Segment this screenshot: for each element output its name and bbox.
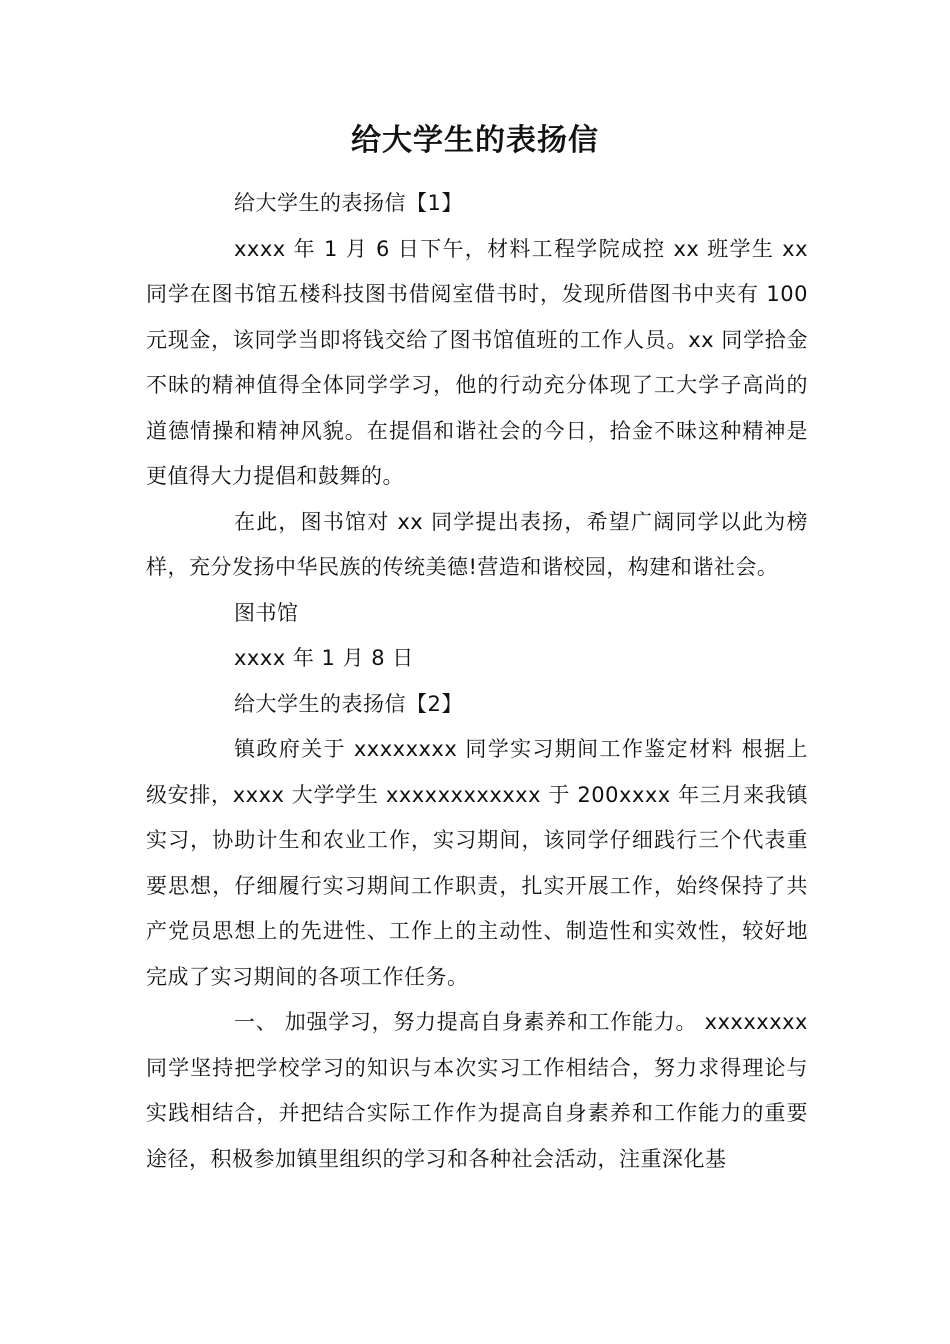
paragraph-point-one: 一、 加强学习，努力提高自身素养和工作能力。 xxxxxxxx 同学坚持把学校学习的知识与本次实习工作相结合，努力求得理论与实践相结合，并把结合实际工作作为提高自身素养和工作能力的重要途径，积极参加镇里组织的学习和各种社会活动，注重深化基 (146, 1010, 808, 1171)
document-body (146, 181, 808, 1182)
paragraph-internship-intro: 镇政府关于 xxxxxxxx 同学实习期间工作鉴定材料 根据上级安排，xxxx 大学学生 xxxxxxxxxxxx 于 200xxxx 年三月来我镇实习，协助计生和农业工作，实习期间，该同学仔细践行三个代表重要思想，仔细履行实习期间工作职责，扎实开展工作，始终保持了共产党员思想上的先进性、工作上的主动性、制造性和实效性，较好地完成了实习期间的各项工作任务。 (146, 737, 808, 989)
signature-organization: 图书馆 (234, 600, 299, 625)
document-title: 给大学生的表扬信 (351, 123, 599, 158)
paragraph-incident: xxxx 年 1 月 6 日下午，材料工程学院成控 xx 班学生 xx 同学在图书馆五楼科技图书借阅室借书时，发现所借图书中夹有 100 元现金，该同学当即将钱交给了图书馆值班的工作人员。xx 同学拾金不昧的精神值得全体同学学习，他的行动充分体现了工大学子高尚的道德情操和精神风貌。在提倡和谐社会的今日，拾金不昧这种精神是更值得大力提倡和鼓舞的。 (146, 236, 808, 488)
paragraph-commendation: 在此，图书馆对 xx 同学提出表扬，希望广阔同学以此为榜样，充分发扬中华民族的传统美德!营造和谐校园，构建和谐社会。 (146, 509, 808, 579)
section-heading-2: 给大学生的表扬信【2】 (234, 691, 463, 716)
signature-date: xxxx 年 1 月 8 日 (234, 646, 414, 670)
section-heading-1: 给大学生的表扬信【1】 (234, 191, 463, 215)
